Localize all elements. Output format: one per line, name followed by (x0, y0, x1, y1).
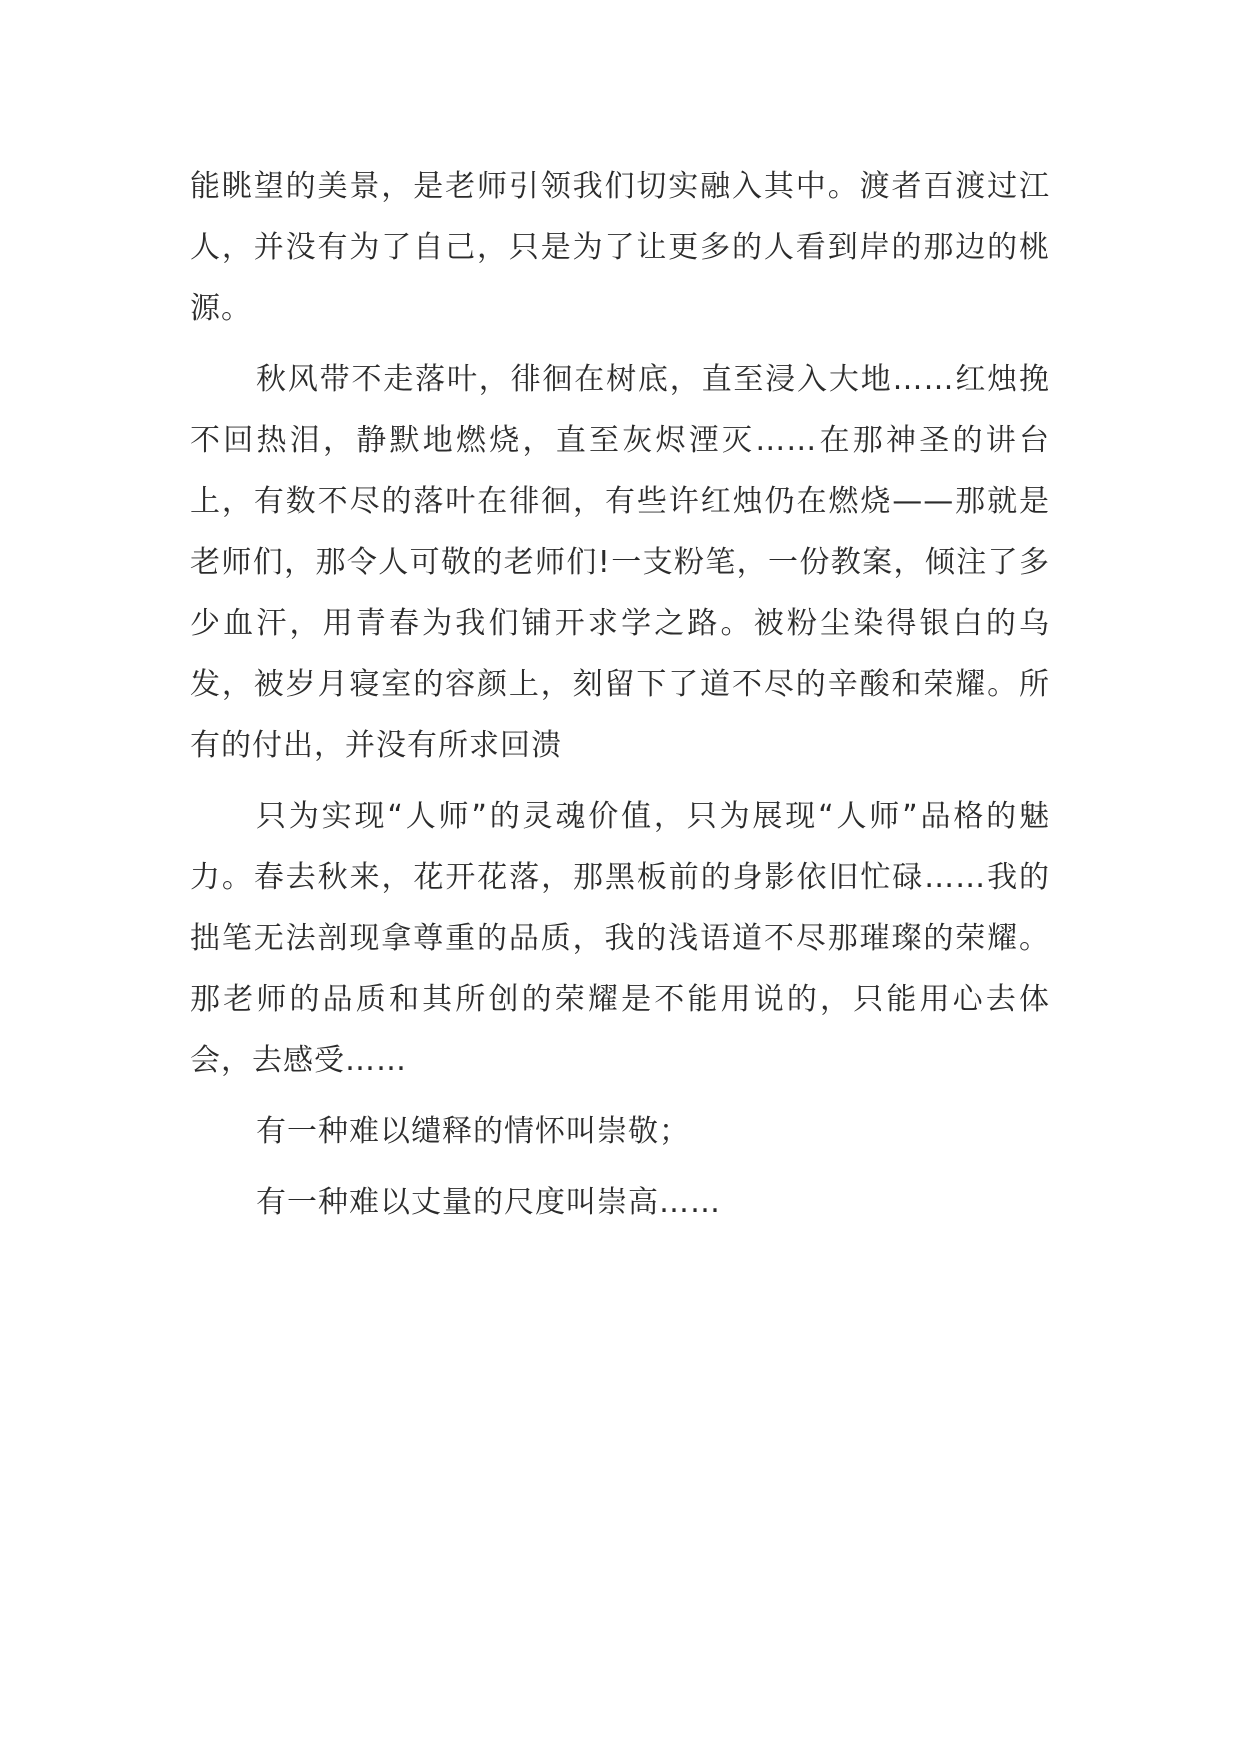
paragraph-4: 有一种难以缱释的情怀叫崇敬； (256, 1114, 690, 1149)
document-body (190, 156, 1050, 1233)
paragraph-2: 秋风带不走落叶，徘徊在树底，直至浸入大地……红烛挽不回热泪，静默地燃烧，直至灰烬湮灭……在那神圣的讲台上，有数不尽的落叶在徘徊，有些许红烛仍在燃烧——那就是老师们，那令人可敬的老师们!一支粉笔，一份教案，倾注了多少血汗，用青春为我们铺开求学之路。被粉尘染得银白的乌发，被岁月寝室的容颜上，刻留下了道不尽的辛酸和荣耀。所有的付出，并没有所求回溃 (190, 362, 1050, 763)
paragraph-3: 只为实现“人师”的灵魂价值，只为展现“人师”品格的魅力。春去秋来，花开花落，那黑板前的身影依旧忙碌……我的拙笔无法剖现拿尊重的品质，我的浅语道不尽那璀璨的荣耀。那老师的品质和其所创的荣耀是不能用说的，只能用心去体会，去感受…… (190, 799, 1050, 1078)
paragraph-5: 有一种难以丈量的尺度叫崇高…… (256, 1185, 721, 1220)
paragraph-1: 能眺望的美景，是老师引领我们切实融入其中。渡者百渡过江人，并没有为了自己，只是为了让更多的人看到岸的那边的桃源。 (190, 169, 1050, 326)
